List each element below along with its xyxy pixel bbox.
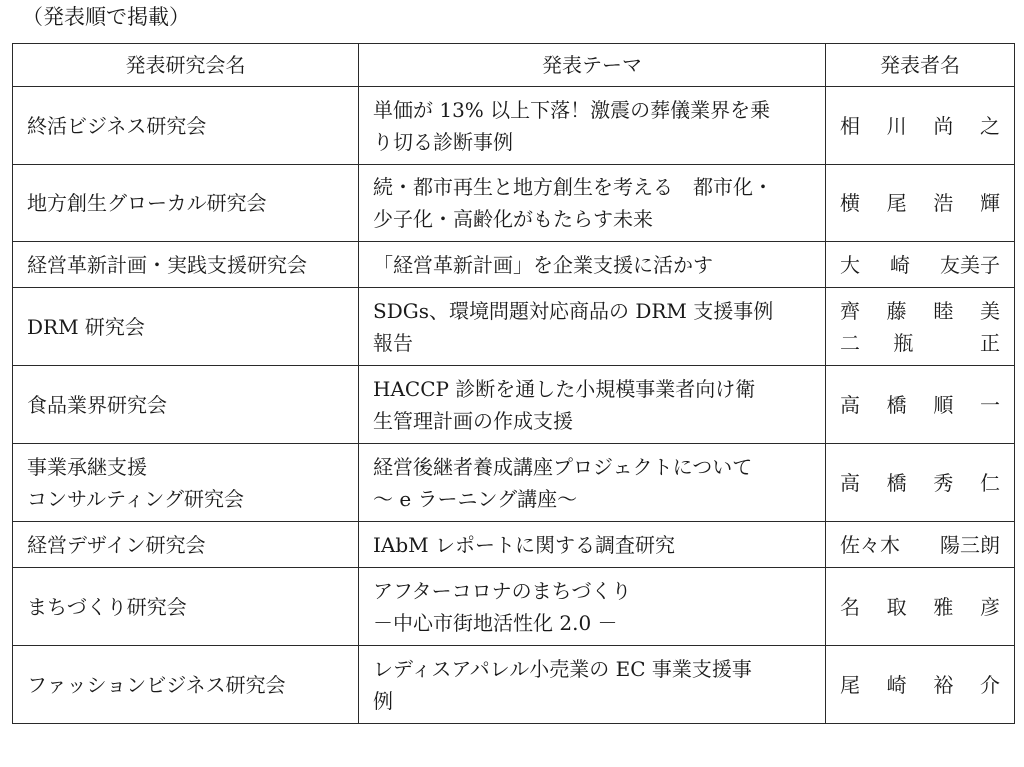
name-char: 高 bbox=[840, 392, 860, 417]
name-char: 美 bbox=[979, 298, 1000, 323]
table-row bbox=[13, 568, 1015, 646]
group-name-cell bbox=[13, 522, 359, 568]
theme-line: レディスアパレル小売業の EC 事業支援事 bbox=[373, 656, 752, 681]
theme-cell bbox=[359, 288, 826, 366]
name-char: 大 bbox=[840, 252, 860, 277]
presenter-name bbox=[840, 295, 1000, 327]
presenter-cell bbox=[826, 242, 1015, 288]
presenter-name bbox=[840, 110, 1000, 142]
theme-line: ～ e ラーニング講座～ bbox=[373, 486, 578, 511]
presenter-cell bbox=[826, 87, 1015, 165]
theme-line: －中心市街地活性化 2.0 － bbox=[373, 610, 618, 635]
theme-cell bbox=[359, 522, 826, 568]
group-name-cell bbox=[13, 242, 359, 288]
group-name: ファッションビジネス研究会 bbox=[27, 672, 286, 697]
theme-line: 「経営革新計画」を企業支援に活かす bbox=[373, 252, 713, 277]
group-name: 経営デザイン研究会 bbox=[27, 532, 206, 557]
table-row bbox=[13, 646, 1015, 724]
presenter-name bbox=[840, 529, 1000, 561]
group-name: まちづくり研究会 bbox=[27, 594, 187, 619]
name-char: 一 bbox=[979, 392, 1000, 417]
group-name-cell bbox=[13, 444, 359, 522]
name-char: 秀 bbox=[933, 470, 954, 495]
name-char: 橋 bbox=[886, 392, 907, 417]
name-char: 二 bbox=[840, 330, 860, 355]
name-char: 相 bbox=[840, 113, 860, 138]
group-name: DRM 研究会 bbox=[27, 314, 145, 339]
table-row bbox=[13, 242, 1015, 288]
table-row bbox=[13, 288, 1015, 366]
name-char: 順 bbox=[933, 392, 954, 417]
header-presenter: 発表者名 bbox=[826, 44, 1015, 87]
group-name: 地方創生グローカル研究会 bbox=[27, 191, 267, 215]
name-char: 尾 bbox=[840, 672, 860, 697]
presenter-cell bbox=[826, 568, 1015, 646]
group-name-cell bbox=[13, 165, 359, 242]
theme-cell bbox=[359, 242, 826, 288]
theme-line: 経営後継者養成講座プロジェクトについて bbox=[373, 454, 753, 479]
presenter-name bbox=[840, 669, 1000, 701]
name-char: 橋 bbox=[886, 470, 907, 495]
table-row bbox=[13, 366, 1015, 444]
group-name: 食品業界研究会 bbox=[27, 392, 167, 417]
presenter-cell bbox=[826, 646, 1015, 724]
presenter-cell bbox=[826, 366, 1015, 444]
name-char: 之 bbox=[979, 113, 1000, 138]
presenter-name bbox=[840, 467, 1000, 499]
name-char: 名 bbox=[840, 594, 860, 619]
name-char: 取 bbox=[886, 594, 907, 619]
name-char: 尚 bbox=[933, 113, 954, 138]
theme-line: 生管理計画の作成支援 bbox=[373, 408, 573, 433]
group-name-cell bbox=[13, 87, 359, 165]
name-char: 友美子 bbox=[940, 252, 1000, 277]
name-char: 藤 bbox=[886, 298, 907, 323]
name-char: 崎 bbox=[890, 252, 910, 277]
group-name-cell bbox=[13, 288, 359, 366]
group-name: 事業承継支援 bbox=[27, 454, 147, 479]
group-name: コンサルティング研究会 bbox=[27, 486, 244, 511]
theme-cell bbox=[359, 568, 826, 646]
presenter-name bbox=[840, 389, 1000, 421]
theme-cell bbox=[359, 444, 826, 522]
name-char: 陽三朗 bbox=[940, 532, 1000, 557]
group-name-cell bbox=[13, 366, 359, 444]
presenter-cell bbox=[826, 444, 1015, 522]
name-char: 崎 bbox=[886, 672, 907, 697]
theme-cell bbox=[359, 165, 826, 242]
theme-cell bbox=[359, 646, 826, 724]
theme-line: アフターコロナのまちづくり bbox=[373, 578, 632, 603]
header-theme: 発表テーマ bbox=[359, 44, 826, 87]
table-row bbox=[13, 522, 1015, 568]
presenter-name bbox=[840, 249, 1000, 281]
theme-line: IAbM レポートに関する調査研究 bbox=[373, 532, 675, 557]
presentation-schedule-table bbox=[12, 43, 1015, 724]
theme-cell bbox=[359, 366, 826, 444]
presenter-name bbox=[840, 327, 1000, 359]
name-char: 尾 bbox=[886, 191, 907, 215]
name-char: 雅 bbox=[933, 594, 954, 619]
name-char: 裕 bbox=[933, 672, 954, 697]
name-char: 仁 bbox=[979, 470, 1000, 495]
group-name: 経営革新計画・実践支援研究会 bbox=[27, 252, 307, 277]
name-char: 輝 bbox=[979, 191, 1000, 215]
theme-line: SDGs、環境問題対応商品の DRM 支援事例 bbox=[373, 298, 774, 323]
header-group-name: 発表研究会名 bbox=[13, 44, 359, 87]
presenter-name bbox=[840, 591, 1000, 623]
table-row bbox=[13, 444, 1015, 522]
table-row bbox=[13, 165, 1015, 242]
name-char: 彦 bbox=[979, 594, 1000, 619]
name-char: 睦 bbox=[933, 298, 954, 323]
presenter-name bbox=[840, 187, 1000, 219]
name-char: 佐々木 bbox=[840, 532, 900, 557]
theme-cell bbox=[359, 87, 826, 165]
name-char: 浩 bbox=[933, 191, 954, 215]
table-row bbox=[13, 87, 1015, 165]
presenter-cell bbox=[826, 522, 1015, 568]
presenter-cell bbox=[826, 288, 1015, 366]
theme-line: 例 bbox=[373, 688, 393, 713]
group-name-cell bbox=[13, 568, 359, 646]
theme-line: 少子化・高齢化がもたらす未来 bbox=[373, 207, 653, 231]
theme-line: 続・都市再生と地方創生を考える 都市化・ bbox=[373, 175, 773, 199]
group-name: 終活ビジネス研究会 bbox=[27, 113, 207, 138]
name-char: 川 bbox=[886, 113, 907, 138]
name-char: 正 bbox=[979, 330, 1000, 355]
table-caption: （発表順で掲載） bbox=[22, 5, 190, 29]
name-char: 介 bbox=[979, 672, 1000, 697]
name-char: 齊 bbox=[840, 298, 860, 323]
name-char: 高 bbox=[840, 470, 860, 495]
group-name-cell bbox=[13, 646, 359, 724]
theme-line: り切る診断事例 bbox=[373, 129, 513, 154]
theme-line: HACCP 診断を通した小規模事業者向け衛 bbox=[373, 376, 756, 401]
theme-line: 単価が 13% 以上下落！激震の葬儀業界を乗 bbox=[373, 97, 771, 122]
theme-line: 報告 bbox=[373, 330, 413, 355]
table-header-row bbox=[13, 44, 1015, 87]
name-char: 瓶 bbox=[893, 330, 914, 355]
name-char: 横 bbox=[840, 191, 860, 215]
presenter-cell bbox=[826, 165, 1015, 242]
